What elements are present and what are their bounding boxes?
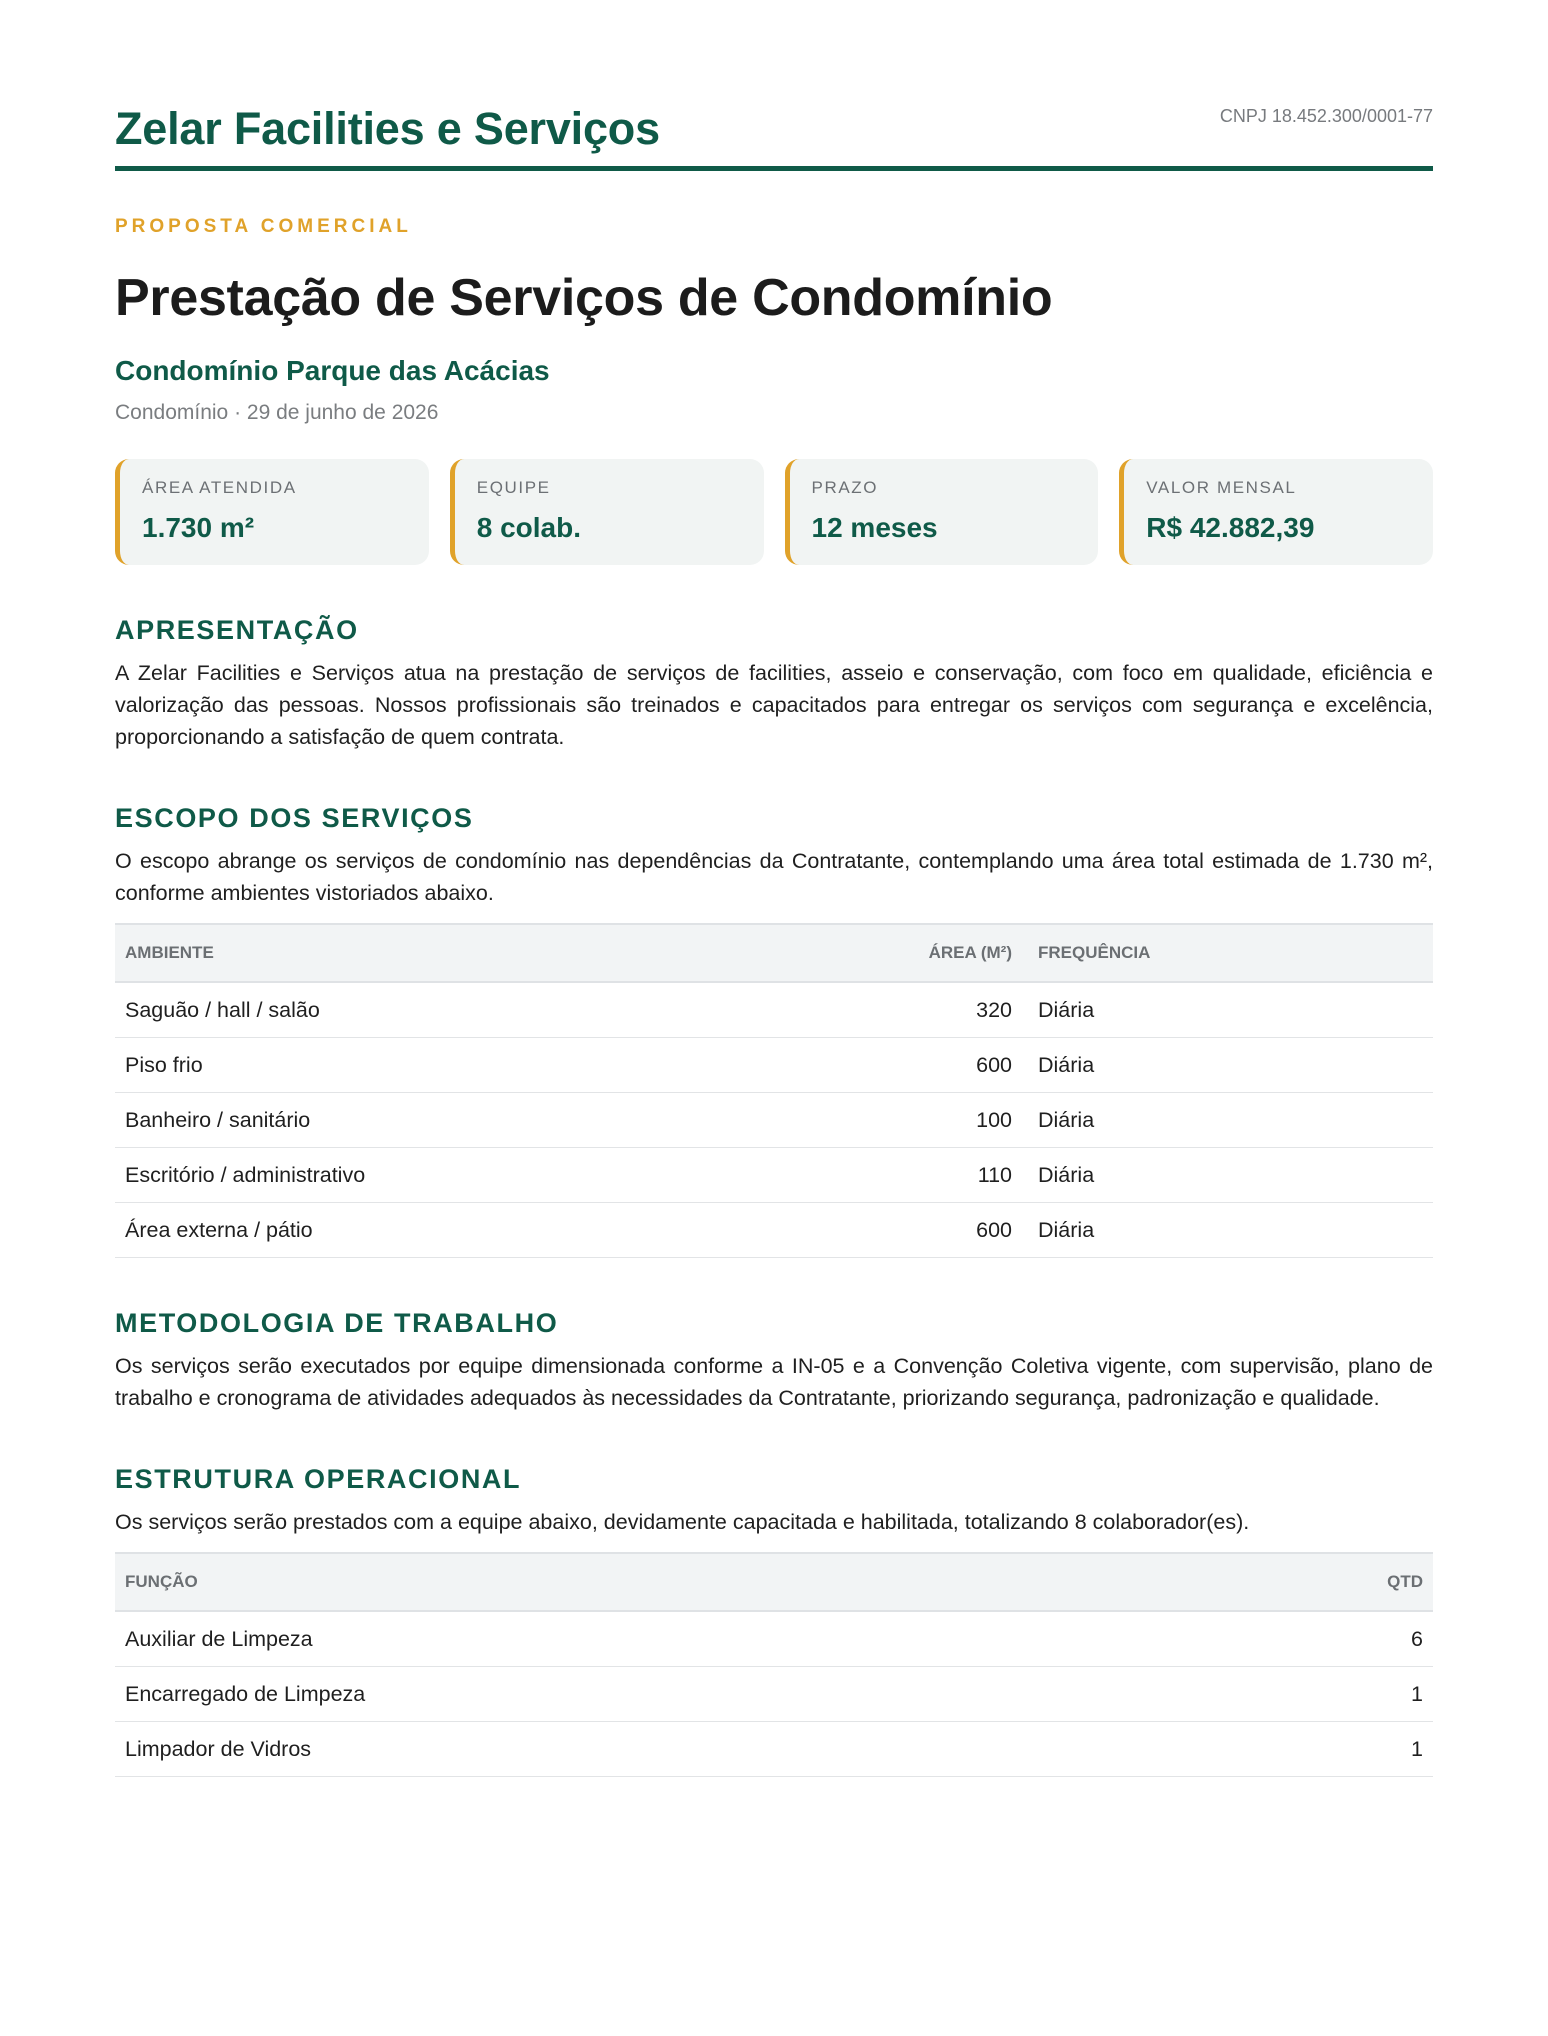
scope-table	[115, 923, 1433, 1258]
cell-funcao: Encarregado de Limpeza	[115, 1667, 1200, 1722]
card-term	[785, 459, 1099, 565]
table-row	[115, 982, 1433, 1038]
card-label: ÁREA ATENDIDA	[142, 478, 297, 497]
table-row	[115, 1093, 1433, 1148]
card-area	[115, 459, 429, 565]
card-value: 1.730 m²	[142, 512, 255, 543]
cell-ambiente: Escritório / administrativo	[115, 1148, 742, 1203]
staff-table	[115, 1552, 1433, 1777]
summary-cards	[115, 459, 1433, 565]
column-header-qtd: QTD	[1200, 1553, 1433, 1611]
table-row	[115, 1148, 1433, 1203]
cell-frequencia: Diária	[1022, 1093, 1433, 1148]
card-label: PRAZO	[811, 478, 879, 497]
document-header	[115, 0, 1433, 171]
card-value: 12 meses	[811, 512, 938, 543]
table-row	[115, 1667, 1433, 1722]
client-name: Condomínio Parque das Acácias	[115, 355, 550, 386]
cell-ambiente: Saguão / hall / salão	[115, 982, 742, 1038]
card-label: VALOR MENSAL	[1146, 478, 1297, 497]
table-header-row	[115, 924, 1433, 982]
cell-ambiente: Banheiro / sanitário	[115, 1093, 742, 1148]
cell-qtd: 1	[1200, 1722, 1433, 1777]
cell-ambiente: Piso frio	[115, 1038, 742, 1093]
cell-frequencia: Diária	[1022, 982, 1433, 1038]
cell-area: 600	[742, 1203, 1022, 1258]
section-text-metodologia: Os serviços serão executados por equipe dimensionada conforme a IN-05 e a Convenção Coletiva vigente, com supervisão, plano de trabalho e cronograma de atividades adequados às necessidades da Contratante, priorizando segurança, padronização e qualidade.	[115, 1354, 1433, 1410]
document-meta: Condomínio · 29 de junho de 2026	[115, 401, 439, 424]
cell-ambiente: Área externa / pátio	[115, 1203, 742, 1258]
card-label: EQUIPE	[476, 478, 551, 497]
document-title: Prestação de Serviços de Condomínio	[115, 269, 1053, 327]
column-header-area: ÁREA (M²)	[742, 924, 1022, 982]
cell-frequencia: Diária	[1022, 1148, 1433, 1203]
company-name: Zelar Facilities e Serviços	[115, 103, 660, 154]
table-row	[115, 1038, 1433, 1093]
section-heading-metodologia: METODOLOGIA DE TRABALHO	[115, 1308, 559, 1338]
card-team	[450, 459, 764, 565]
document-eyebrow: PROPOSTA COMERCIAL	[115, 216, 412, 237]
cell-funcao: Limpador de Vidros	[115, 1722, 1200, 1777]
table-row	[115, 1203, 1433, 1258]
card-value: R$ 42.882,39	[1146, 512, 1315, 543]
section-text-escopo: O escopo abrange os serviços de condomínio nas dependências da Contratante, contemplando uma área total estimada de 1.730 m², conforme ambientes vistoriados abaixo.	[115, 849, 1433, 905]
card-value: 8 colab.	[476, 512, 582, 543]
section-heading-apresentacao: APRESENTAÇÃO	[115, 615, 359, 645]
section-text-apresentacao: A Zelar Facilities e Serviços atua na prestação de serviços de facilities, asseio e conservação, com foco em qualidade, eficiência e valorização das pessoas. Nossos profissionais são treinados e capacitados para entregar os serviços com segurança e excelência, proporcionando a satisfação de quem contrata.	[115, 661, 1433, 749]
cell-frequencia: Diária	[1022, 1038, 1433, 1093]
section-heading-escopo: ESCOPO DOS SERVIÇOS	[115, 803, 474, 833]
card-monthly-value	[1119, 459, 1433, 565]
column-header-funcao: FUNÇÃO	[115, 1553, 1200, 1611]
cell-funcao: Auxiliar de Limpeza	[115, 1611, 1200, 1667]
cell-area: 320	[742, 982, 1022, 1038]
cell-frequencia: Diária	[1022, 1203, 1433, 1258]
cell-area: 600	[742, 1038, 1022, 1093]
cell-area: 100	[742, 1093, 1022, 1148]
cell-area: 110	[742, 1148, 1022, 1203]
section-text-estrutura: Os serviços serão prestados com a equipe abaixo, devidamente capacitada e habilitada, totalizando 8 colaborador(es).	[115, 1510, 1250, 1534]
column-header-frequencia: FREQUÊNCIA	[1022, 924, 1433, 982]
table-header-row	[115, 1553, 1433, 1611]
table-row	[115, 1611, 1433, 1667]
cell-qtd: 6	[1200, 1611, 1433, 1667]
cell-qtd: 1	[1200, 1667, 1433, 1722]
column-header-ambiente: AMBIENTE	[115, 924, 742, 982]
company-cnpj: CNPJ 18.452.300/0001-77	[1219, 106, 1433, 126]
section-heading-estrutura: ESTRUTURA OPERACIONAL	[115, 1464, 522, 1494]
table-row	[115, 1722, 1433, 1777]
